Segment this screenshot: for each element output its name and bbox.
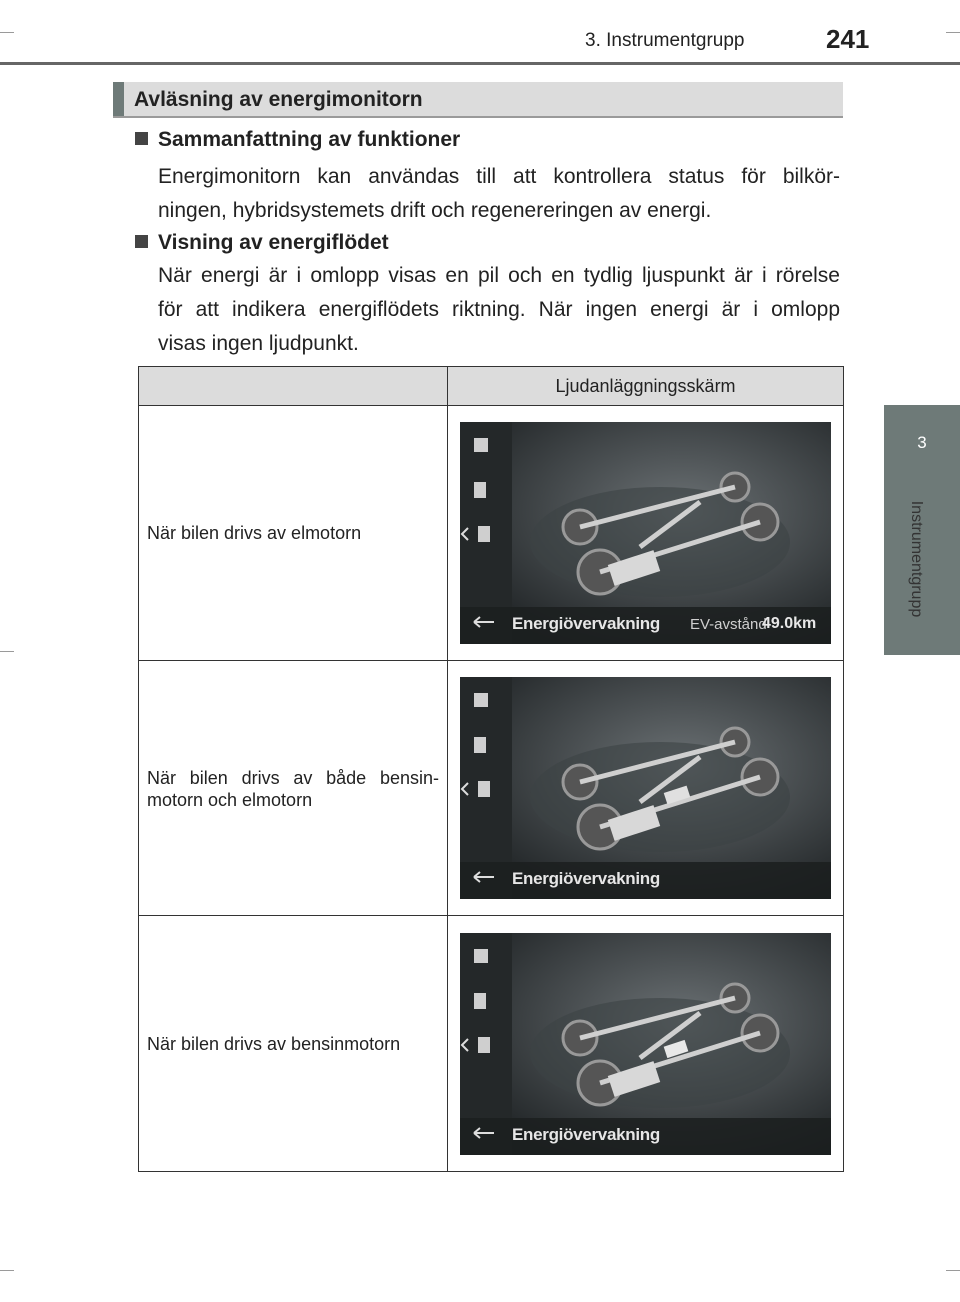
chapter-tab-label-wrap (884, 480, 940, 660)
table-divider (447, 367, 448, 1171)
subsection-heading (135, 231, 389, 255)
section-title: Avläsning av energimonitorn (134, 88, 423, 111)
table-row-divider (139, 915, 843, 916)
crop-mark (946, 32, 960, 33)
table-row-label: När bilen drivs av bensinmotorn (147, 1034, 401, 1054)
table-row-label-line: motorn och elmotorn (147, 790, 313, 810)
paragraph-line: När energi är i omlopp visas en pil och en tydlig ljuspunkt är i rörelse (158, 264, 840, 287)
chapter-tab-number: 3 (917, 433, 927, 452)
paragraph (158, 259, 840, 361)
section-banner (113, 82, 843, 118)
car-chassis-illustration (460, 677, 831, 899)
crop-mark (0, 1270, 14, 1271)
chapter-title: 3. Instrumentgrupp (585, 30, 745, 51)
energy-monitor-screen (460, 933, 831, 1155)
energy-monitor-screen (460, 677, 831, 899)
crop-mark (946, 1270, 960, 1271)
screen-caption: Energiövervakning (512, 614, 660, 633)
paragraph-line: visas ingen ljudpunkt. (158, 332, 359, 355)
crop-mark (0, 651, 14, 652)
paragraph-line: för att indikera energiflödets riktning. När ingen energi är i omlopp (158, 298, 840, 321)
subsection-heading-text: Sammanfattning av funktioner (158, 128, 461, 151)
car-chassis-illustration (460, 422, 831, 644)
table-row-label-line: När bilen drivs av både bensin- (147, 768, 439, 788)
subsection-heading (135, 128, 460, 152)
screen-caption: Energiövervakning (512, 1125, 660, 1144)
table-header (139, 367, 843, 406)
ev-range-value: 49.0km (762, 615, 817, 632)
energy-flow-table (138, 366, 844, 1172)
section-banner-accent (113, 82, 124, 116)
page-number: 241 (826, 24, 870, 54)
energy-monitor-screen (460, 422, 831, 644)
table-row-label (147, 767, 439, 811)
paragraph-line: ningen, hybridsystemets drift och regenereringen av energi. (158, 199, 712, 222)
table-row-divider (139, 660, 843, 661)
car-chassis-illustration (460, 933, 831, 1155)
ev-range-label: EV-avstånd (690, 616, 767, 633)
crop-mark (0, 32, 14, 33)
square-bullet-icon (135, 235, 148, 248)
screen-caption: Energiövervakning (512, 869, 660, 888)
paragraph-line: Energimonitorn kan användas till att kontrollera status för bilkör- (158, 165, 840, 188)
table-row-label: När bilen drivs av elmotorn (147, 523, 362, 543)
header-rule (0, 62, 960, 65)
subsection-heading-text: Visning av energiflödet (158, 231, 389, 254)
table-header-col2: Ljudanläggningsskärm (555, 376, 736, 396)
paragraph (158, 160, 840, 228)
chapter-tab-label: Instrumentgrupp (908, 500, 925, 618)
square-bullet-icon (135, 132, 148, 145)
